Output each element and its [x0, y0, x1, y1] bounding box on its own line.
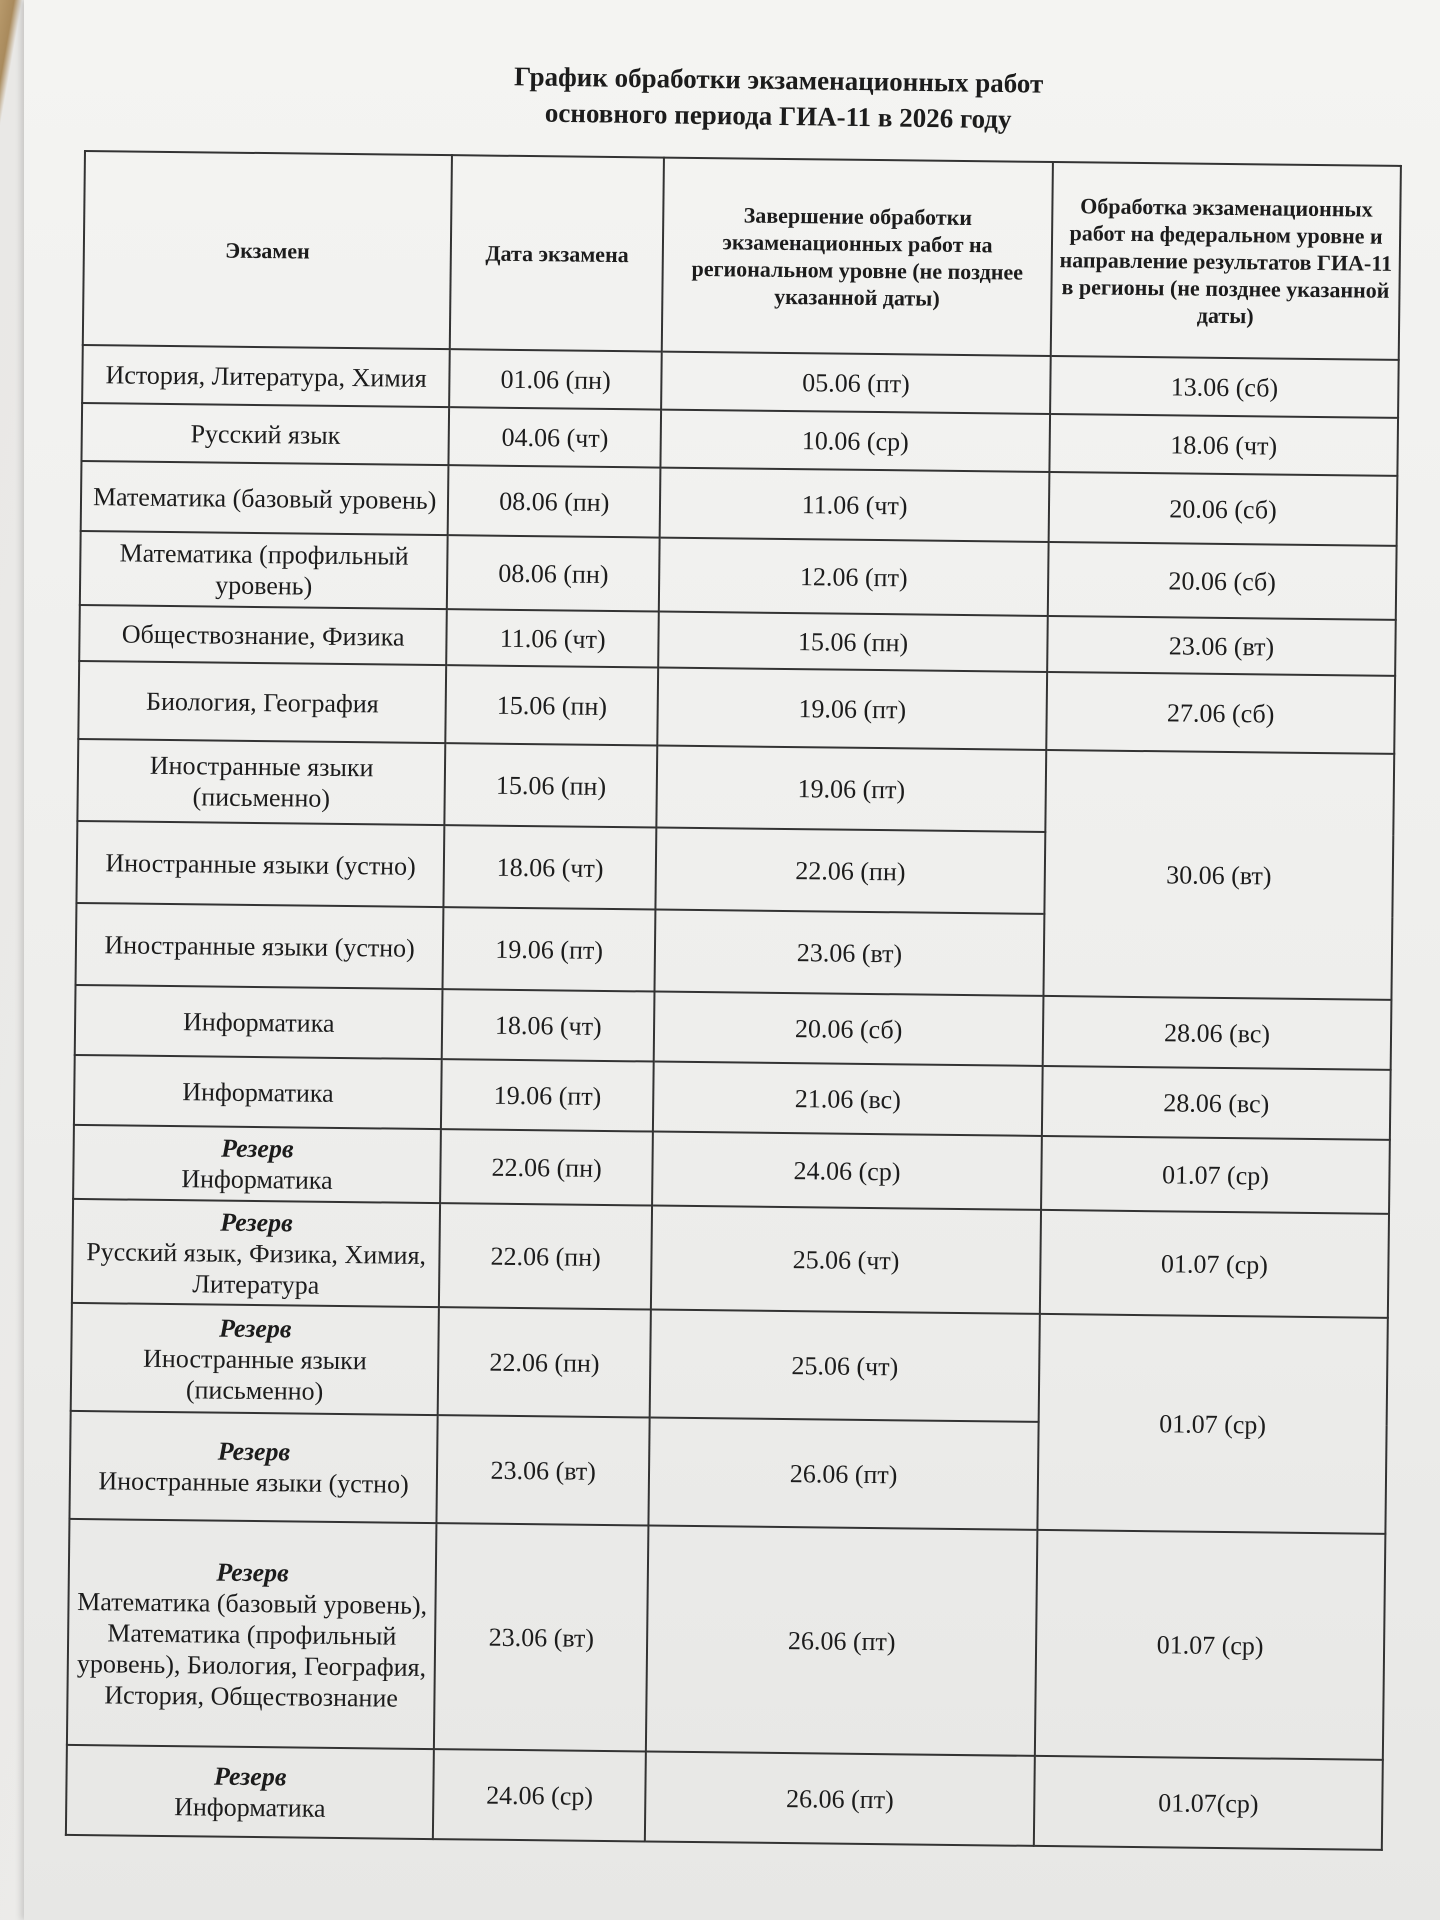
schedule-table: [65, 150, 1402, 1851]
cell-date: 22.06 (пн): [438, 1307, 651, 1417]
cell-exam: Иностранные языки (устно): [76, 821, 444, 907]
cell-exam-text: Математика (базовый уровень), Математика (профильный уровень), Биология, География, История, Обществознание: [76, 1586, 428, 1713]
cell-federal: 01.07 (ср): [1041, 1136, 1390, 1214]
cell-exam: Математика (базовый уровень): [81, 461, 449, 535]
header-row: [83, 151, 1401, 360]
reserve-label: Резерв: [220, 1207, 293, 1237]
cell-regional: 26.06 (пт): [646, 1525, 1037, 1755]
header-exam: Экзамен: [83, 151, 453, 349]
cell-date: 23.06 (вт): [437, 1415, 650, 1525]
cell-federal: 01.07 (ср): [1035, 1530, 1385, 1760]
cell-regional: 23.06 (вт): [655, 910, 1045, 996]
cell-federal: 01.07 (ср): [1040, 1210, 1389, 1318]
cell-exam-text: Иностранные языки (письменно): [142, 1343, 367, 1406]
cell-regional: 10.06 (ср): [661, 410, 1051, 472]
document-title: [353, 56, 1204, 140]
cell-regional: 26.06 (пт): [649, 1417, 1039, 1529]
cell-federal: 13.06 (сб): [1050, 356, 1399, 418]
cell-exam: [71, 1303, 440, 1415]
header-federal: Обработка экзаменационных работ на федеральном уровне и направление результатов ГИА-11 в регионы (не позднее указанной даты): [1051, 162, 1401, 360]
cell-exam: Биология, География: [78, 661, 446, 743]
cell-date: 22.06 (пн): [440, 1129, 653, 1205]
cell-exam: Русский язык: [81, 403, 449, 465]
cell-federal: 28.06 (вс): [1043, 996, 1392, 1070]
table-row: [66, 1745, 1383, 1850]
cell-exam: [72, 1199, 440, 1307]
cell-regional: 26.06 (пт): [645, 1751, 1035, 1845]
cell-exam-text: Информатика: [174, 1792, 326, 1823]
cell-exam: Иностранные языки (письменно): [77, 739, 445, 825]
cell-federal: 30.06 (вт): [1044, 750, 1395, 1000]
cell-date: 08.06 (пн): [447, 535, 660, 611]
title-line-2: основного периода ГИА-11 в 2026 году: [544, 97, 1012, 135]
cell-date: 08.06 (пн): [448, 465, 661, 537]
cell-federal: 23.06 (вт): [1047, 616, 1396, 676]
cell-regional: 20.06 (сб): [654, 992, 1044, 1066]
table-row: [77, 739, 1394, 836]
reserve-label: Резерв: [218, 1313, 292, 1343]
cell-federal: 01.07(ср): [1034, 1756, 1383, 1850]
cell-federal: 20.06 (сб): [1049, 472, 1398, 546]
cell-date: 19.06 (пт): [441, 1059, 654, 1131]
reserve-label: Резерв: [216, 1557, 289, 1587]
cell-exam-text: Информатика: [181, 1164, 333, 1195]
cell-date: 19.06 (пт): [443, 907, 656, 991]
cell-date: 24.06 (ср): [433, 1749, 646, 1841]
cell-regional: 24.06 (ср): [652, 1132, 1042, 1210]
cell-federal: 20.06 (сб): [1048, 542, 1397, 620]
cell-date: 22.06 (пн): [439, 1203, 652, 1309]
reserve-label: Резерв: [213, 1761, 287, 1792]
cell-federal: 28.06 (вс): [1042, 1066, 1391, 1140]
cell-federal: 01.07 (ср): [1037, 1314, 1387, 1534]
cell-regional: 05.06 (пт): [661, 352, 1051, 414]
cell-regional: 21.06 (вс): [653, 1062, 1043, 1136]
document-sheet: [24, 0, 1440, 1920]
cell-date: 04.06 (чт): [449, 407, 661, 467]
cell-exam-text: Русский язык, Физика, Химия, Литература: [86, 1236, 427, 1300]
cell-exam: Обществознание, Физика: [79, 605, 447, 665]
cell-date: 23.06 (вт): [434, 1523, 648, 1751]
cell-regional: 25.06 (чт): [650, 1310, 1040, 1422]
cell-regional: 15.06 (пн): [658, 612, 1048, 672]
reserve-label: Резерв: [217, 1436, 291, 1467]
cell-exam: Информатика: [75, 985, 443, 1059]
cell-date: 01.06 (пн): [449, 349, 661, 409]
cell-regional: 11.06 (чт): [660, 468, 1050, 542]
cell-exam: [69, 1411, 438, 1523]
header-date: Дата экзамена: [450, 155, 664, 351]
table-row: [67, 1519, 1385, 1760]
cell-regional: 12.06 (пт): [659, 538, 1049, 616]
cell-date: 18.06 (чт): [444, 825, 657, 909]
header-regional: Завершение обработки экзаменационных работ на региональном уровне (не позднее указанной даты): [662, 158, 1053, 356]
cell-exam: [66, 1745, 434, 1839]
cell-date: 18.06 (чт): [442, 989, 655, 1061]
cell-date: 11.06 (чт): [447, 609, 659, 667]
reserve-label: Резерв: [220, 1133, 294, 1164]
table-row: [72, 1199, 1389, 1318]
cell-exam: История, Литература, Химия: [82, 345, 450, 407]
title-line-1: График обработки экзаменационных работ: [513, 61, 1044, 99]
cell-federal: 27.06 (сб): [1046, 672, 1395, 754]
cell-date: 15.06 (пн): [446, 665, 659, 745]
cell-exam: Информатика: [74, 1055, 442, 1129]
cell-exam: Иностранные языки (устно): [76, 903, 444, 989]
cell-exam: Математика (профильный уровень): [80, 531, 448, 609]
cell-exam: [73, 1125, 441, 1203]
cell-date: 15.06 (пн): [445, 743, 658, 827]
cell-regional: 25.06 (чт): [651, 1206, 1041, 1314]
cell-federal: 18.06 (чт): [1049, 414, 1398, 476]
cell-exam-text: Иностранные языки (устно): [98, 1466, 409, 1499]
table-row: [78, 661, 1395, 754]
schedule-table-wrap: [65, 150, 1440, 1851]
table-row: [71, 1303, 1388, 1426]
cell-regional: 19.06 (пт): [657, 668, 1047, 750]
cell-regional: 19.06 (пт): [656, 746, 1046, 832]
cell-exam: [67, 1519, 437, 1749]
cell-regional: 22.06 (пн): [656, 828, 1046, 914]
